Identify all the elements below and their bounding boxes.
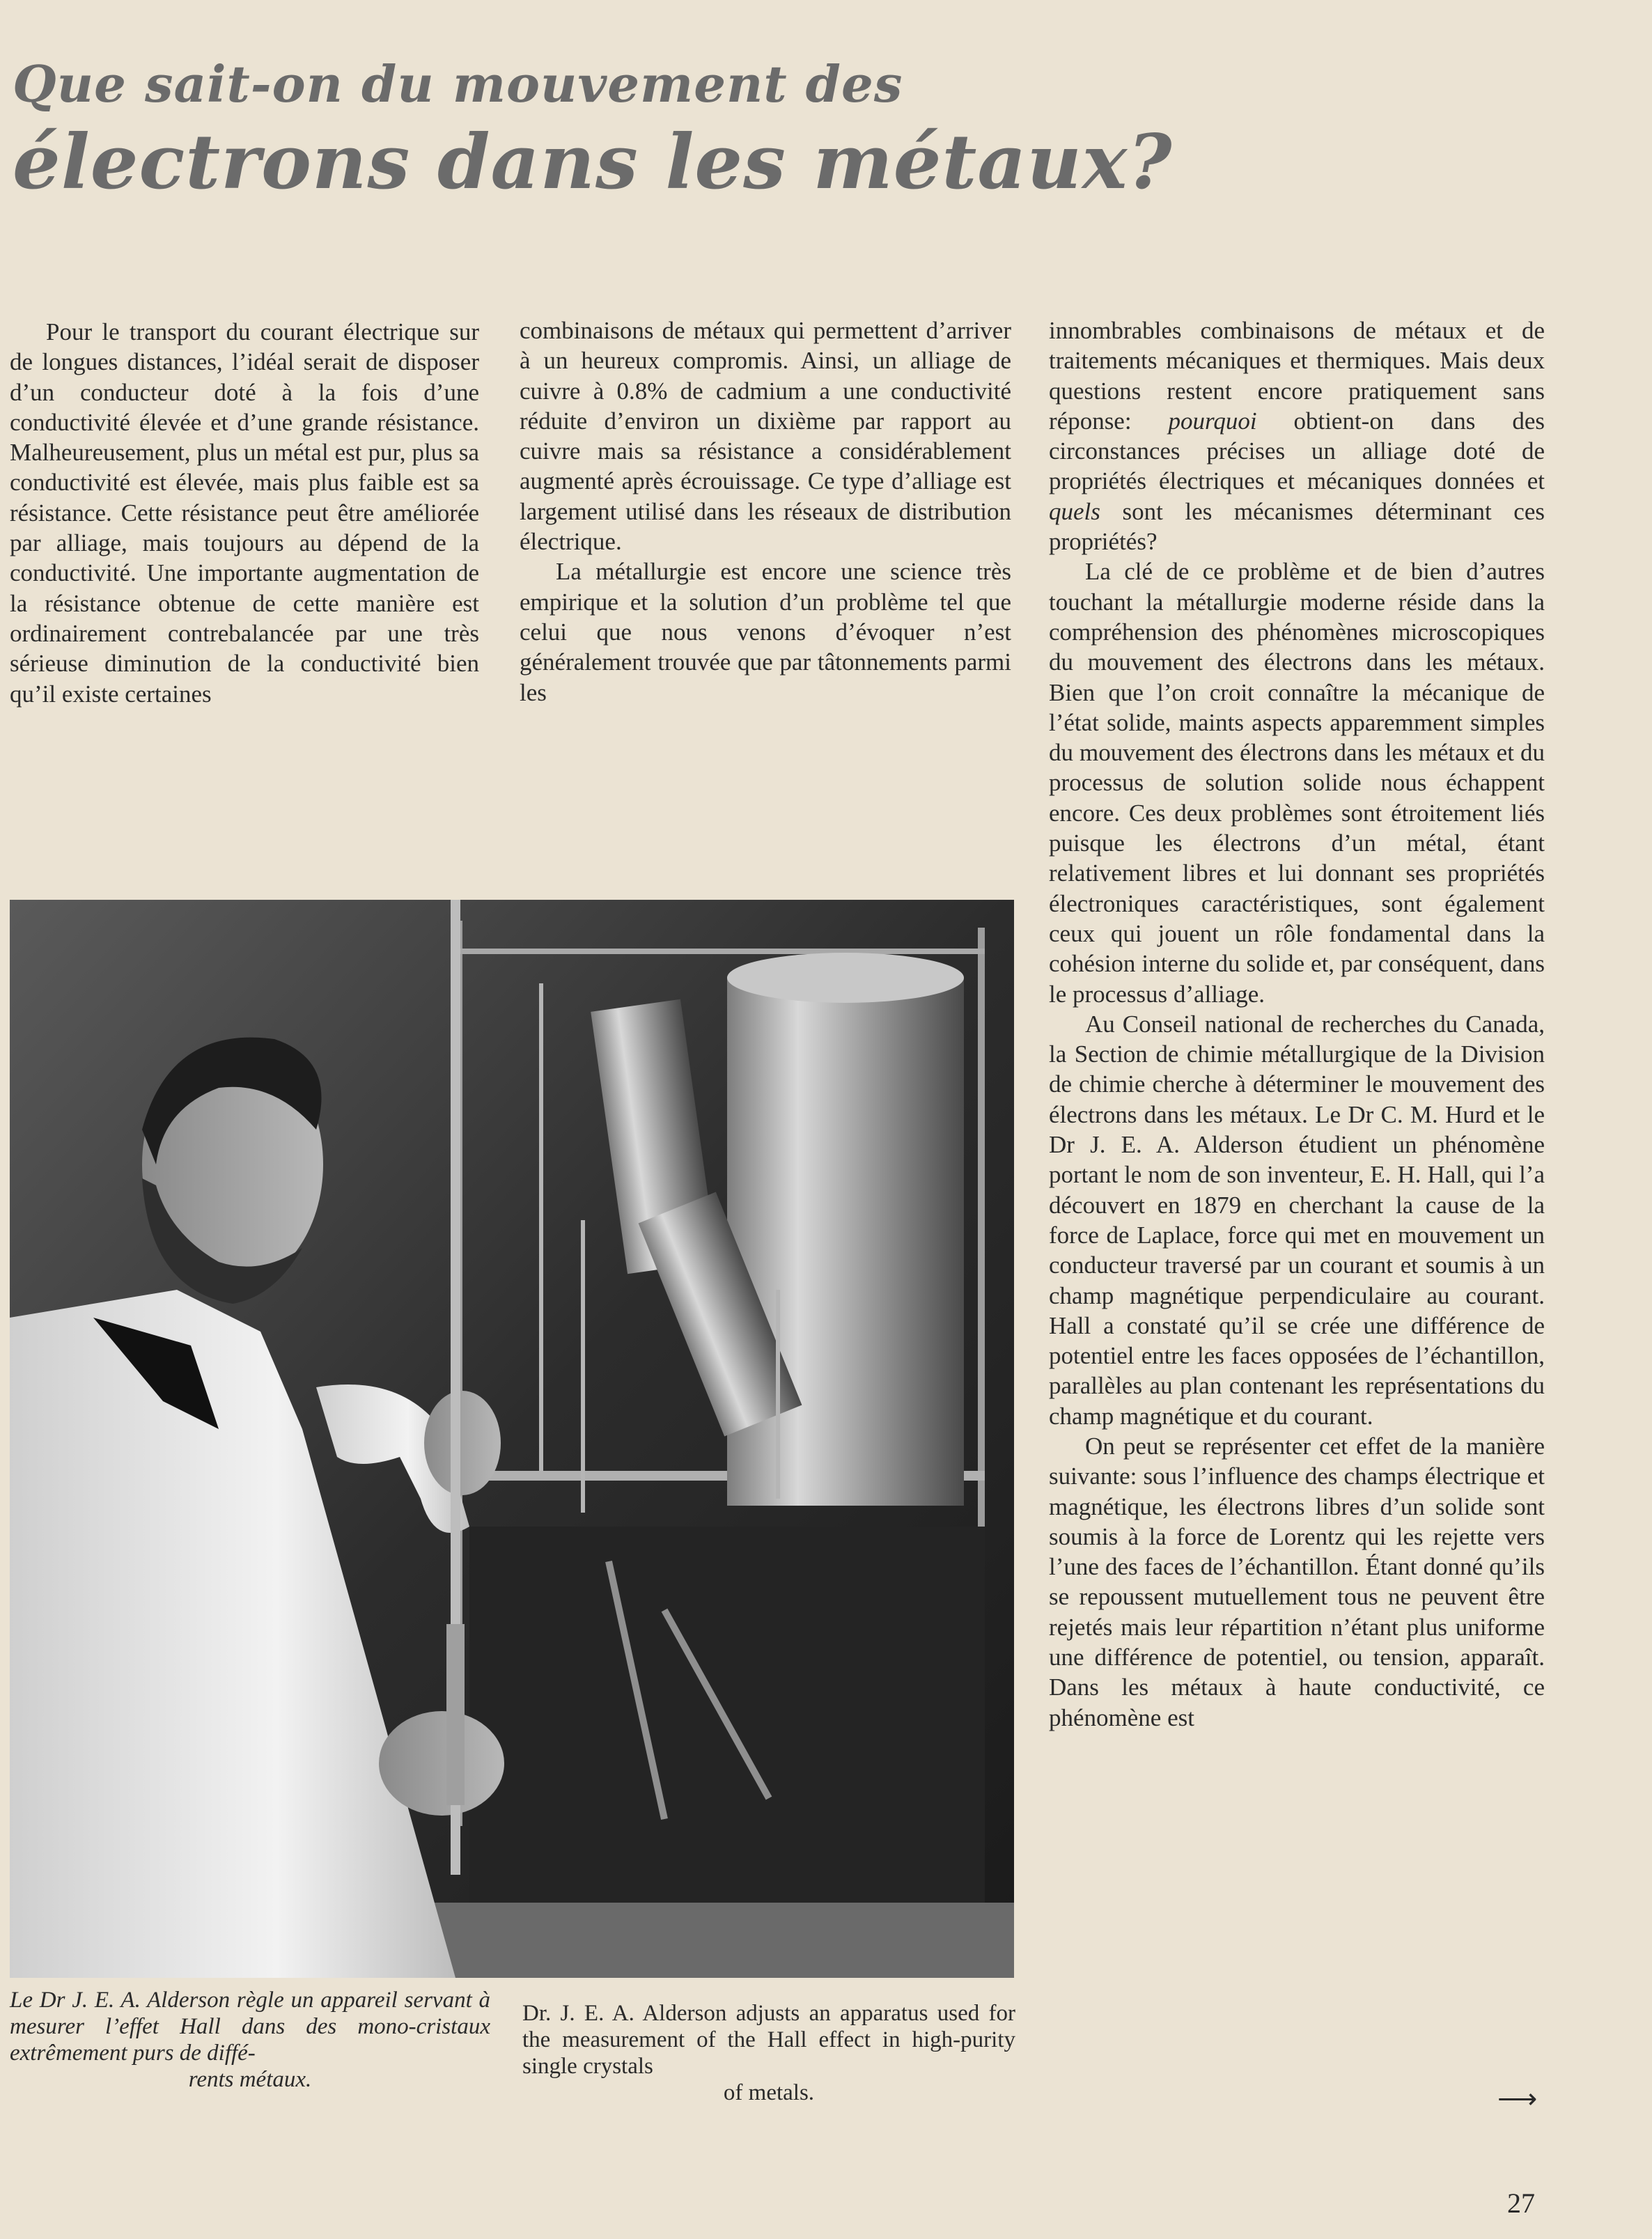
paragraph: [1049, 315, 1545, 556]
emphasis-quels: quels: [1049, 497, 1100, 525]
paragraph: Au Conseil national de recherches du Canada, la Section de chimie métallurgique de la Division de chimie cherche à déterminer le mouvement des électrons dans les métaux. Le Dr C. M. Hurd et le Dr J. E. A. Alderson étudient un phénomène portant le nom de son inventeur, E. H. Hall, qui l’a découvert en 1879 en cherchant la cause de la force de Laplace, force qui met en mouvement un conducteur traversé par un courant et soumis à un champ magnétique perpendiculaire au courant. Hall a constaté qu’il se crée une différence de potentiel entre les faces opposées de l’échantillon, parallèles au plan contenant les représentations du champ magnétique et du courant.: [1049, 1010, 1545, 1430]
paragraph: La métallurgie est encore une science très empirique et la solution d’un problème tel que celui que nous venons d’évoquer n’est généralement trouvée que par tâtonnements parmi les: [520, 558, 1011, 706]
caption-text: Dr. J. E. A. Alderson adjusts an apparatus used for the measurement of the Hall effect in high-purity single crystals: [522, 2001, 1015, 2079]
text-run: sont les mécanismes déterminant ces propriétés?: [1049, 497, 1545, 556]
photo-illustration: [10, 900, 1014, 1978]
page-number: 27: [1507, 2187, 1535, 2219]
caption-text-last-line: of metals.: [723, 2080, 815, 2105]
text-run: obtient-on dans des circonstances précises un alliage doté de propriétés électriques et mécaniques données et: [1049, 407, 1545, 495]
emphasis-pourquoi: pourquoi: [1168, 407, 1257, 435]
caption-french: [10, 1987, 490, 2093]
caption-text-last-line: rents métaux.: [188, 2067, 312, 2092]
text-run: innombrables combinaisons de métaux et de traitements mécaniques et thermiques. Mais deux questions restent encore pratiquement sans réponse:: [1049, 317, 1545, 435]
title-line-1: Que sait-on du mouvement des: [13, 54, 903, 114]
paragraph: La clé de ce problème et de bien d’autres touchant la métallurgie moderne réside dans la compréhension des phénomènes microscopiques du mouvement des électrons dans les métaux. Bien que l’on croit connaître la mécanique de l’état solide, maints aspects apparemment simples du mouvement des électrons dans les métaux et du processus de solution solide nous échappent encore. Ces deux problèmes sont étroitement liés puisque les électrons d’un métal, étant relativement libres et lui donnant ses propriétés électroniques caractéristiques, sont également ceux qui jouent un rôle fondamental dans la cohésion interne du solide et, par conséquent, dans le processus d’alliage.: [1049, 558, 1545, 1008]
caption-english: [522, 2000, 1015, 2106]
article-column-2: [520, 315, 1011, 708]
article-column-3: [1049, 315, 1545, 1733]
article-column-1: [10, 317, 479, 709]
title-line-2: électrons dans les métaux?: [13, 118, 1173, 206]
paragraph: Pour le transport du courant électrique sur de longues distances, l’idéal serait de disposer d’un conducteur doté à la fois d’une conductivité élevée et d’une grande résistance. Malheureusement, plus un métal est pur, plus sa conductivité est élevée, mais plus faible est sa résistance. Cette résistance peut être améliorée par alliage, mais toujours au dépend de la conductivité. Une importante augmentation de la résistance obtenue de cette manière est ordinairement contrebalancée par une très sérieuse diminution de la conductivité bien qu’il existe certaines: [10, 318, 479, 708]
continue-arrow-icon: ⟶: [1497, 2083, 1538, 2114]
laboratory-photo: [10, 900, 1014, 1978]
caption-text: Le Dr J. E. A. Alderson règle un appareil servant à mesurer l’effet Hall dans des mono-cristaux extrêmement purs de diffé-: [10, 1988, 490, 2066]
paragraph: On peut se représenter cet effet de la manière suivante: sous l’influence des champs électrique et magnétique, les électrons libres d’un solide sont soumis à la force de Lorentz qui les rejette vers l’une des faces de l’échantillon. Étant donné qu’ils se repoussent mutuellement tous ne peuvent être rejetés mais leur répartition n’étant plus uniforme une différence de potentiel, ou tension, apparaît. Dans les métaux à haute conductivité, ce phénomène est: [1049, 1432, 1545, 1731]
paragraph: combinaisons de métaux qui permettent d’arriver à un heureux compromis. Ainsi, un alliage de cuivre à 0.8% de cadmium a une conductivité réduite d’environ un dixième par rapport au cuivre mais sa résistance a considérablement augmenté après écrouissage. Ce type d’alliage est largement utilisé dans les réseaux de distribution électrique.: [520, 317, 1011, 556]
